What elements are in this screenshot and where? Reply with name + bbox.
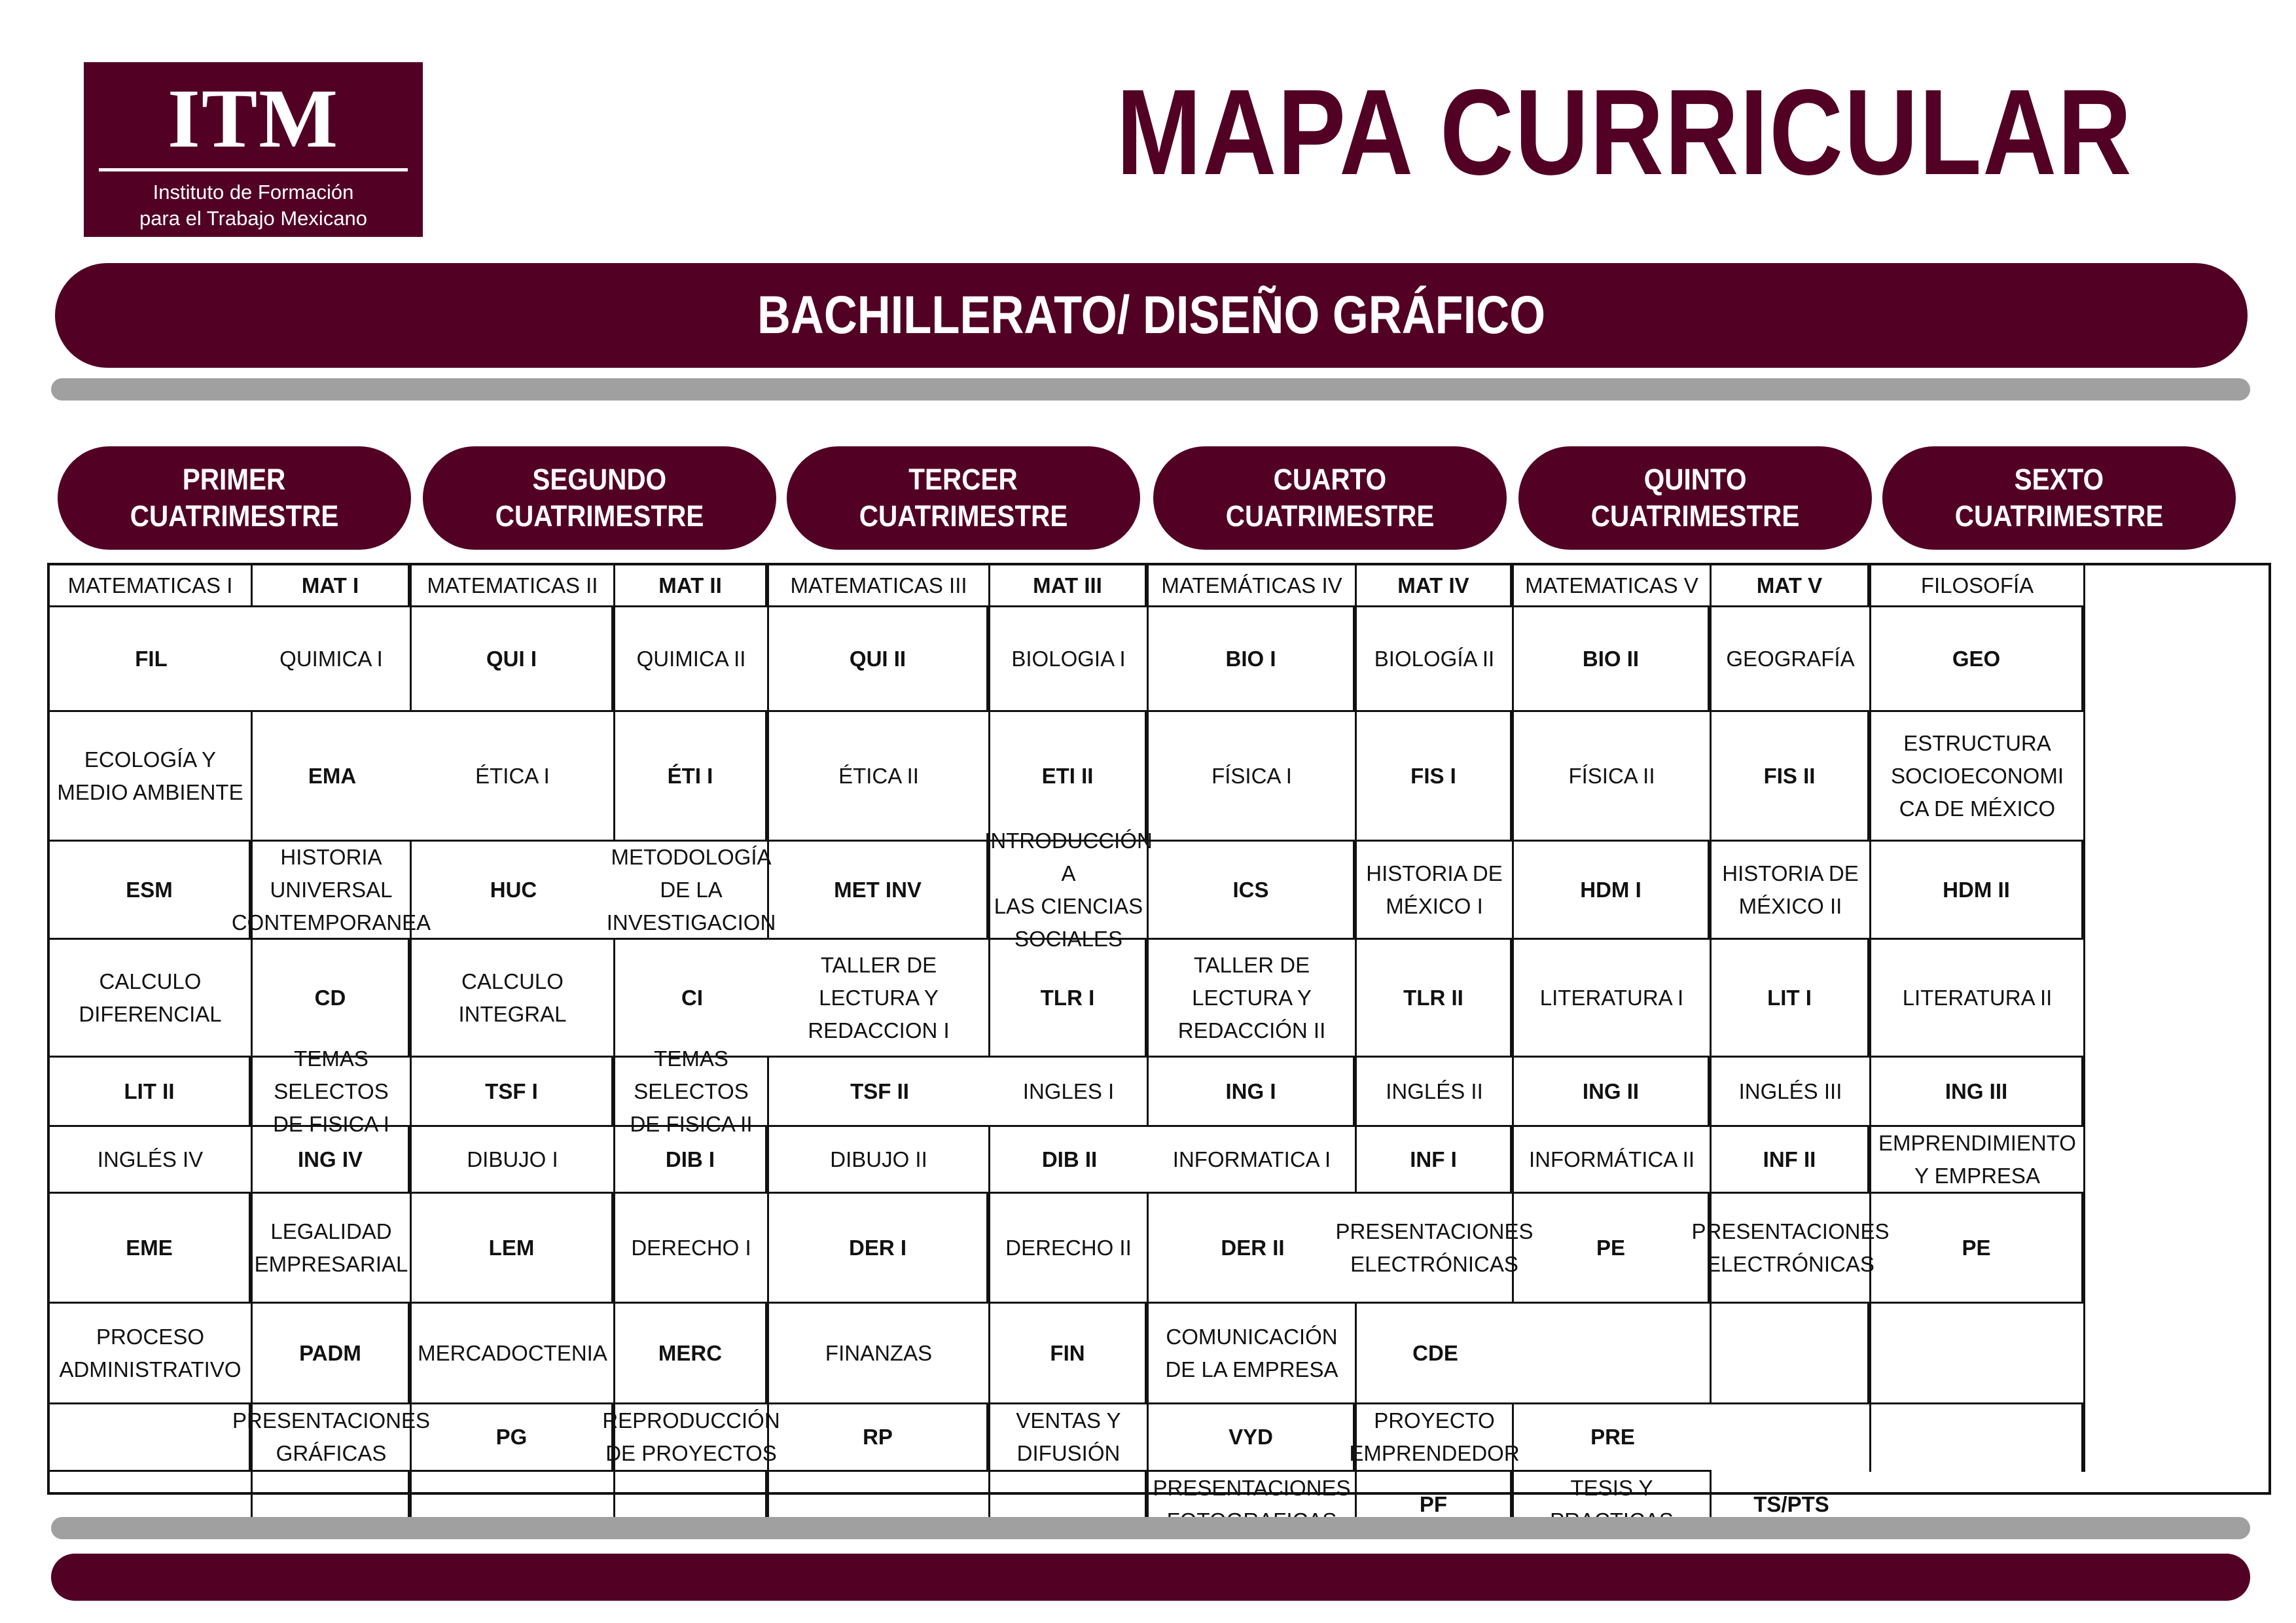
subject-code-cell: CD xyxy=(253,940,412,1058)
subject-code-cell: MERC xyxy=(615,1304,769,1404)
semester-header-line2: CUATRIMESTRE xyxy=(1954,499,2164,533)
logo-mark: ITM xyxy=(168,72,339,165)
subject-code-cell: MAT III xyxy=(990,565,1149,607)
semester-header-line2: CUATRIMESTRE xyxy=(1590,499,1800,533)
subject-code-cell: HDM II xyxy=(1871,842,2085,940)
subject-code-cell: QUI I xyxy=(412,607,615,712)
semester-header-line1: SEXTO xyxy=(2014,463,2104,496)
subject-code-cell: MAT II xyxy=(615,565,769,607)
semester-header-4 xyxy=(1153,446,1507,550)
subject-name-cell: COMUNICACIÓN DE LA EMPRESA xyxy=(1149,1304,1357,1404)
subject-code-cell: MET INV xyxy=(769,842,990,940)
subject-code-cell xyxy=(1712,1304,1871,1404)
subject-name-cell: MATEMATICAS V xyxy=(1514,565,1712,607)
subject-name-cell: PROCESO ADMINISTRATIVO xyxy=(50,1304,253,1404)
semester-header-3 xyxy=(787,446,1140,550)
footer-bar xyxy=(51,1554,2250,1601)
subject-code-cell: DER II xyxy=(1149,1194,1357,1304)
curriculum-table xyxy=(47,563,2271,1516)
subject-name-cell: GEOGRAFÍA xyxy=(1712,607,1871,712)
subject-name-cell xyxy=(1712,1404,1871,1472)
semester-header-line1: CUARTO xyxy=(1273,463,1387,496)
semester-header-2 xyxy=(423,446,776,550)
top-divider-bar xyxy=(51,378,2250,401)
subject-code-cell: CDE xyxy=(1357,1304,1514,1404)
subject-code-cell: QUI II xyxy=(769,607,990,712)
subject-name-cell: FÍSICA II xyxy=(1514,712,1712,842)
subject-code-cell: TSF II xyxy=(769,1058,990,1127)
subject-code-cell: VYD xyxy=(1149,1404,1357,1472)
subject-name-cell: INFORMÁTICA II xyxy=(1514,1127,1712,1194)
subject-name-cell: BIOLOGÍA II xyxy=(1357,607,1514,712)
subject-name-cell: CALCULO INTEGRAL xyxy=(412,940,615,1058)
subject-name-cell: TEMAS SELECTOS DE FISICA I xyxy=(253,1058,412,1127)
subject-code-cell: FIS II xyxy=(1712,712,1871,842)
subject-code-cell: HDM I xyxy=(1514,842,1712,940)
subject-name-cell: QUIMICA II xyxy=(615,607,769,712)
subject-code-cell: LIT I xyxy=(1712,940,1871,1058)
semester-header-line1: PRIMER xyxy=(183,463,286,496)
page-title: MAPA CURRICULAR xyxy=(1116,65,2133,200)
subject-name-cell: INGLES I xyxy=(990,1058,1149,1127)
semester-header-line2: CUATRIMESTRE xyxy=(130,499,339,533)
subject-code-cell: ING IV xyxy=(253,1127,412,1194)
subject-code-cell: ING I xyxy=(1149,1058,1357,1127)
subject-name-cell: HISTORIA UNIVERSAL CONTEMPORANEA xyxy=(253,842,412,940)
subject-name-cell: PRESENTACIONES xyxy=(1149,1472,1357,1537)
subject-code-cell: TLR II xyxy=(1357,940,1514,1058)
semester-header-line1: SEGUNDO xyxy=(532,463,667,496)
logo-divider xyxy=(99,168,408,171)
subject-name-cell: PRESENTACIONES GRÁFICAS xyxy=(253,1404,412,1472)
subject-code-cell: DER I xyxy=(769,1194,990,1304)
subject-name-cell: INGLÉS II xyxy=(1357,1058,1514,1127)
subject-name-cell: PRESENTACIONES ELECTRÓNICAS xyxy=(1712,1194,1871,1304)
subject-name-cell: TEMAS SELECTOS DE FISICA II xyxy=(615,1058,769,1127)
subject-code-cell: HUC xyxy=(412,842,615,940)
subject-name-cell: MERCADOCTENIA xyxy=(412,1304,615,1404)
subject-code-cell: LEM xyxy=(412,1194,615,1304)
subject-code-cell: FIN xyxy=(990,1304,1149,1404)
logo-subtitle-line1: Instituto de Formación xyxy=(152,181,354,204)
subject-code-cell xyxy=(50,1404,253,1472)
subject-code-cell: CI xyxy=(615,940,769,1058)
subject-code-cell: PE xyxy=(1514,1194,1712,1304)
subject-name-cell: PRESENTACIONES ELECTRÓNICAS xyxy=(1357,1194,1514,1304)
subject-name-cell: DERECHO I xyxy=(615,1194,769,1304)
subject-code-cell: DIB II xyxy=(990,1127,1149,1194)
subject-name-cell xyxy=(1514,1304,1712,1404)
subject-code-cell: ING III xyxy=(1871,1058,2085,1127)
subject-code-cell: ÉTI I xyxy=(615,712,769,842)
semester-header-line2: CUATRIMESTRE xyxy=(1225,499,1435,533)
semester-header-line2: CUATRIMESTRE xyxy=(859,499,1068,533)
subject-code-cell: BIO II xyxy=(1514,607,1712,712)
bottom-divider-bar xyxy=(51,1517,2250,1539)
subject-code-cell: LIT II xyxy=(50,1058,253,1127)
semester-header-6 xyxy=(1882,446,2236,550)
subject-code-cell: FIL xyxy=(50,607,253,712)
semester-header-5 xyxy=(1518,446,1872,550)
subject-name-cell: INFORMATICA I xyxy=(1149,1127,1357,1194)
subject-name-cell: REPRODUCCIÓN DE PROYECTOS xyxy=(615,1404,769,1472)
subject-code-cell: GEO xyxy=(1871,607,2085,712)
subject-name-cell: INGLÉS IV xyxy=(50,1127,253,1194)
subject-name-cell: FÍSICA I xyxy=(1149,712,1357,842)
semester-header-1 xyxy=(58,446,411,550)
subject-name-cell: INTRODUCCIÓN A LAS CIENCIAS SOCIALES xyxy=(984,828,1153,951)
subject-code-cell: MAT IV xyxy=(1357,565,1514,607)
subject-code-cell: MAT I xyxy=(253,565,412,607)
subject-code-cell: PF xyxy=(1357,1472,1514,1537)
subject-name-cell: ÉTICA I xyxy=(412,712,615,842)
subject-code-cell xyxy=(1871,1404,2085,1472)
semester-header-line1: QUINTO xyxy=(1643,463,1747,496)
subject-name-cell: HISTORIA DE MÉXICO II xyxy=(1712,842,1871,940)
subject-code-cell: EME xyxy=(50,1194,253,1304)
subject-code-cell: TSF I xyxy=(412,1058,615,1127)
subject-code-cell: ING II xyxy=(1514,1058,1712,1127)
program-title: BACHILLERATO/ DISEÑO GRÁFICO xyxy=(757,285,1546,345)
subject-name-cell: HISTORIA DE MÉXICO I xyxy=(1357,842,1514,940)
subject-name-cell: MATEMATICAS I xyxy=(50,565,253,607)
subject-name-cell: DIBUJO I xyxy=(412,1127,615,1194)
subject-name-cell: LITERATURA I xyxy=(1514,940,1712,1058)
subject-name-cell xyxy=(1871,1304,2085,1404)
subject-code-cell: INF II xyxy=(1712,1127,1871,1194)
semester-header-line1: TERCER xyxy=(908,463,1018,496)
subject-name-cell: MATEMATICAS II xyxy=(412,565,615,607)
subject-name-cell: TALLER DE LECTURA Y REDACCION I xyxy=(769,940,990,1058)
subject-name-cell: PROYECTO EMPRENDEDOR xyxy=(1357,1404,1514,1472)
subject-code-cell: RP xyxy=(769,1404,990,1472)
subject-code-cell: PE xyxy=(1871,1194,2085,1304)
subject-name-cell: ECOLOGÍA Y MEDIO AMBIENTE xyxy=(50,712,253,842)
subject-name-cell: FILOSOFÍA xyxy=(1871,565,2085,607)
subject-name-cell: LEGALIDAD EMPRESARIAL xyxy=(253,1194,412,1304)
subject-name-cell: INGLÉS III xyxy=(1712,1058,1871,1127)
subject-name-cell: ESTRUCTURA SOCIOECONOMI CA DE MÉXICO xyxy=(1871,712,2085,842)
subject-code-cell: MAT V xyxy=(1712,565,1871,607)
program-banner xyxy=(55,263,2248,368)
subject-code-cell: FIS I xyxy=(1357,712,1514,842)
subject-code-cell: BIO I xyxy=(1149,607,1357,712)
subject-name-cell: TALLER DE LECTURA Y REDACCIÓN II xyxy=(1149,940,1357,1058)
subject-code-cell: PADM xyxy=(253,1304,412,1404)
subject-code-cell: ICS xyxy=(1149,842,1357,940)
logo-subtitle-line2: para el Trabajo Mexicano xyxy=(139,207,368,230)
subject-name-cell: CALCULO DIFERENCIAL xyxy=(50,940,253,1058)
subject-name-cell: METODOLOGÍA DE LA INVESTIGACION xyxy=(615,842,769,940)
subject-name-cell: EMPRENDIMIENTO Y EMPRESA xyxy=(1871,1127,2085,1194)
logo xyxy=(84,62,423,237)
subject-name-cell: FINANZAS xyxy=(769,1304,990,1404)
subject-name-cell: VENTAS Y DIFUSIÓN xyxy=(990,1404,1149,1472)
subject-code-cell: DIB I xyxy=(615,1127,769,1194)
subject-code-cell: PG xyxy=(412,1404,615,1472)
subject-code-cell: ESM xyxy=(50,842,253,940)
subject-name-cell: QUIMICA I xyxy=(253,607,412,712)
semester-header-line2: CUATRIMESTRE xyxy=(495,499,704,533)
subject-code-cell: INF I xyxy=(1357,1127,1514,1194)
subject-name-cell: ÉTICA II xyxy=(769,712,990,842)
subject-name-cell: BIOLOGIA I xyxy=(990,607,1149,712)
subject-name-cell: TESIS Y xyxy=(1514,1472,1712,1537)
subject-name-cell: DIBUJO II xyxy=(769,1127,990,1194)
subject-name-cell: MATEMÁTICAS IV xyxy=(1149,565,1357,607)
subject-code-cell: EMA xyxy=(253,712,412,842)
subject-code-cell: TLR I xyxy=(990,940,1149,1058)
subject-code-cell: PRE xyxy=(1514,1404,1712,1472)
subject-name-cell: MATEMATICAS III xyxy=(769,565,990,607)
subject-code-cell: TS/PTS xyxy=(1753,1492,1829,1516)
subject-name-cell: LITERATURA II xyxy=(1871,940,2085,1058)
subject-code-cell: ETI II xyxy=(990,712,1149,842)
subject-name-cell: DERECHO II xyxy=(990,1194,1149,1304)
